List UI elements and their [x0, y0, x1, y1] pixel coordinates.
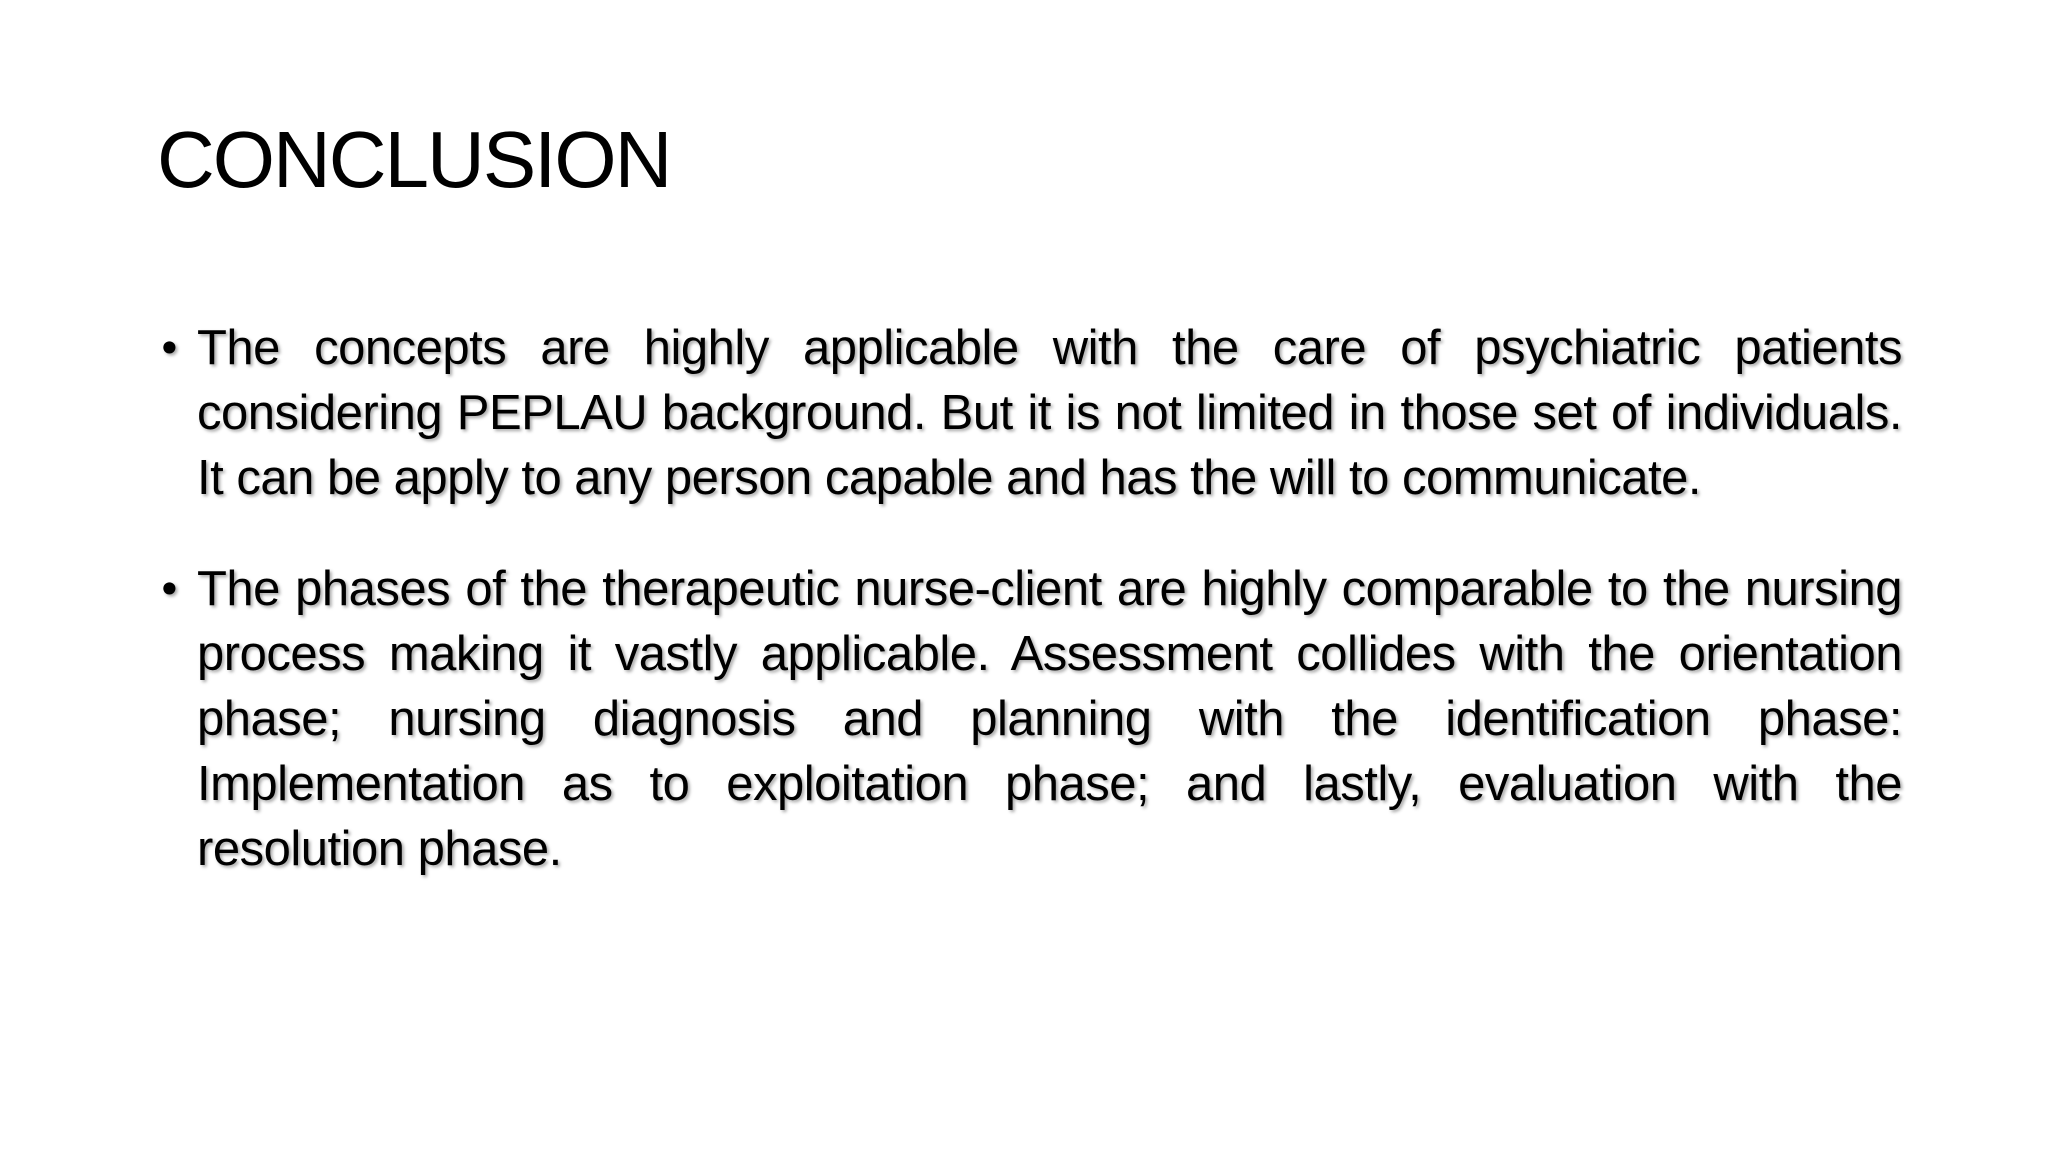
bullet-icon: •: [157, 565, 182, 614]
bullet-item-phases: [157, 557, 1902, 882]
bullet-item-concepts: [157, 316, 1902, 511]
bullet-text: The phases of the therapeutic nurse-client are highly comparable to the nursing process making it vastly applicable. Assessment collides with the orientation phase; nursing diagnosis and planning with the identification phase: Implementation as to exploitation phase; and lastly, evaluation with the resolution phase.: [197, 562, 1902, 876]
bullet-list: [157, 316, 1902, 928]
slide-title: CONCLUSION: [157, 115, 671, 204]
bullet-text: The concepts are highly applicable with the care of psychiatric patients considering PEPLAU background. But it is not limited in those set of individuals. It can be apply to any person capable and has the will to communicate.: [197, 321, 1902, 505]
bullet-icon: •: [157, 324, 182, 373]
